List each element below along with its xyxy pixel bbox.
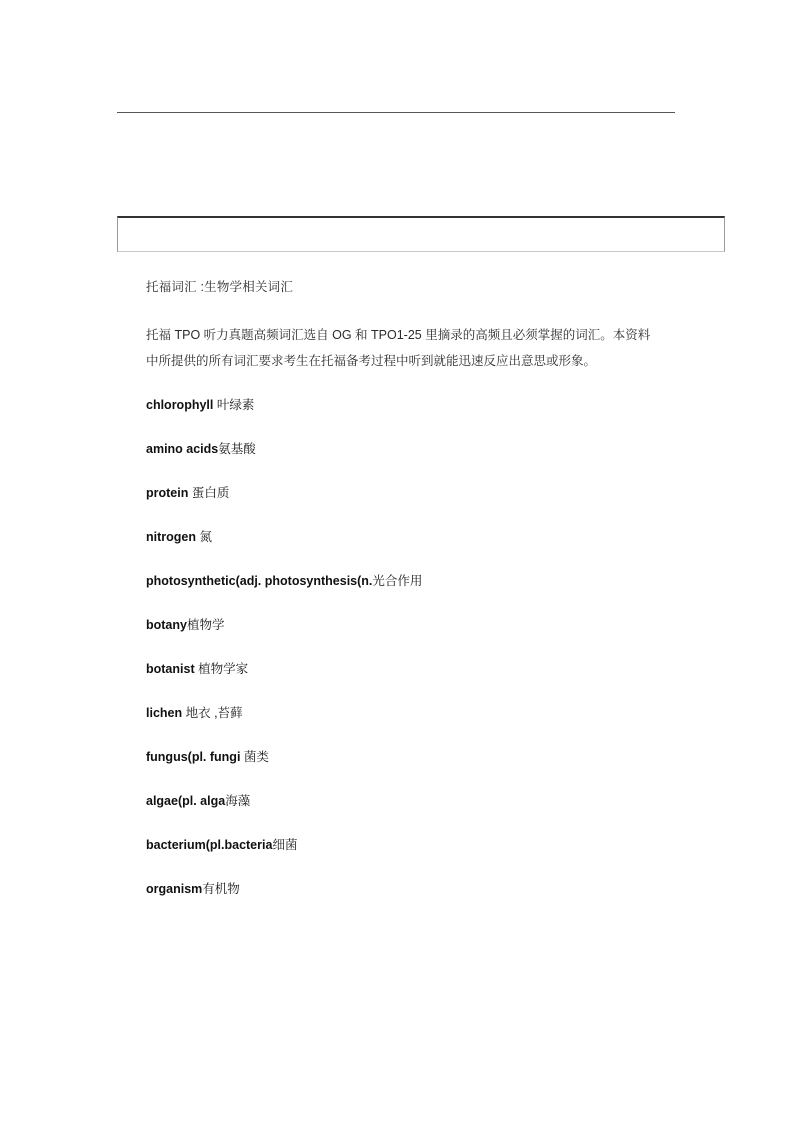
vocab-gloss: 菌类 — [240, 750, 269, 764]
vocab-term: botany — [146, 618, 187, 632]
vocab-term: protein — [146, 486, 189, 500]
vocab-gloss: 地衣 ,苔藓 — [182, 706, 243, 720]
vocab-gloss: 叶绿素 — [213, 398, 255, 412]
vocab-term: organism — [146, 882, 203, 896]
list-item — [146, 792, 666, 810]
list-item — [146, 616, 666, 634]
vocabulary-list — [146, 396, 666, 898]
list-item — [146, 528, 666, 546]
list-item — [146, 836, 666, 854]
list-item — [146, 484, 666, 502]
vocab-gloss: 氮 — [196, 530, 212, 544]
vocab-gloss: 有机物 — [202, 882, 240, 896]
list-item — [146, 748, 666, 766]
vocab-gloss: 细菌 — [272, 838, 298, 852]
list-item — [146, 572, 666, 590]
vocab-term: algae(pl. alga — [146, 794, 226, 808]
vocab-gloss: 海藻 — [225, 794, 251, 808]
list-item — [146, 704, 666, 722]
vocab-term: bacterium(pl.bacteria — [146, 838, 273, 852]
vocab-gloss: 植物学家 — [194, 662, 249, 676]
header-divider — [117, 112, 675, 113]
vocab-gloss: 光合作用 — [372, 574, 423, 588]
title-box-frame — [117, 216, 725, 252]
document-content — [146, 278, 666, 924]
intro-paragraph: 托福 TPO 听力真题高频词汇选自 OG 和 TPO1-25 里摘录的高频且必须掌握的词汇。本资料中所提供的所有词汇要求考生在托福备考过程中听到就能迅速反应出意思或形象。 — [146, 328, 651, 368]
list-item — [146, 880, 666, 898]
vocab-gloss: 蛋白质 — [188, 486, 230, 500]
vocab-term: botanist — [146, 662, 195, 676]
vocab-term: photosynthetic(adj. photosynthesis(n. — [146, 574, 373, 588]
vocab-gloss: 氨基酸 — [218, 442, 256, 456]
vocab-term: nitrogen — [146, 530, 196, 544]
vocab-term: chlorophyll — [146, 398, 214, 412]
page-title: 托福词汇 :生物学相关词汇 — [146, 280, 294, 294]
vocab-term: fungus(pl. fungi — [146, 750, 241, 764]
vocab-term: amino acids — [146, 442, 219, 456]
vocab-gloss: 植物学 — [186, 618, 225, 632]
list-item — [146, 660, 666, 678]
list-item — [146, 440, 666, 458]
vocab-term: lichen — [146, 706, 183, 720]
list-item — [146, 396, 666, 414]
